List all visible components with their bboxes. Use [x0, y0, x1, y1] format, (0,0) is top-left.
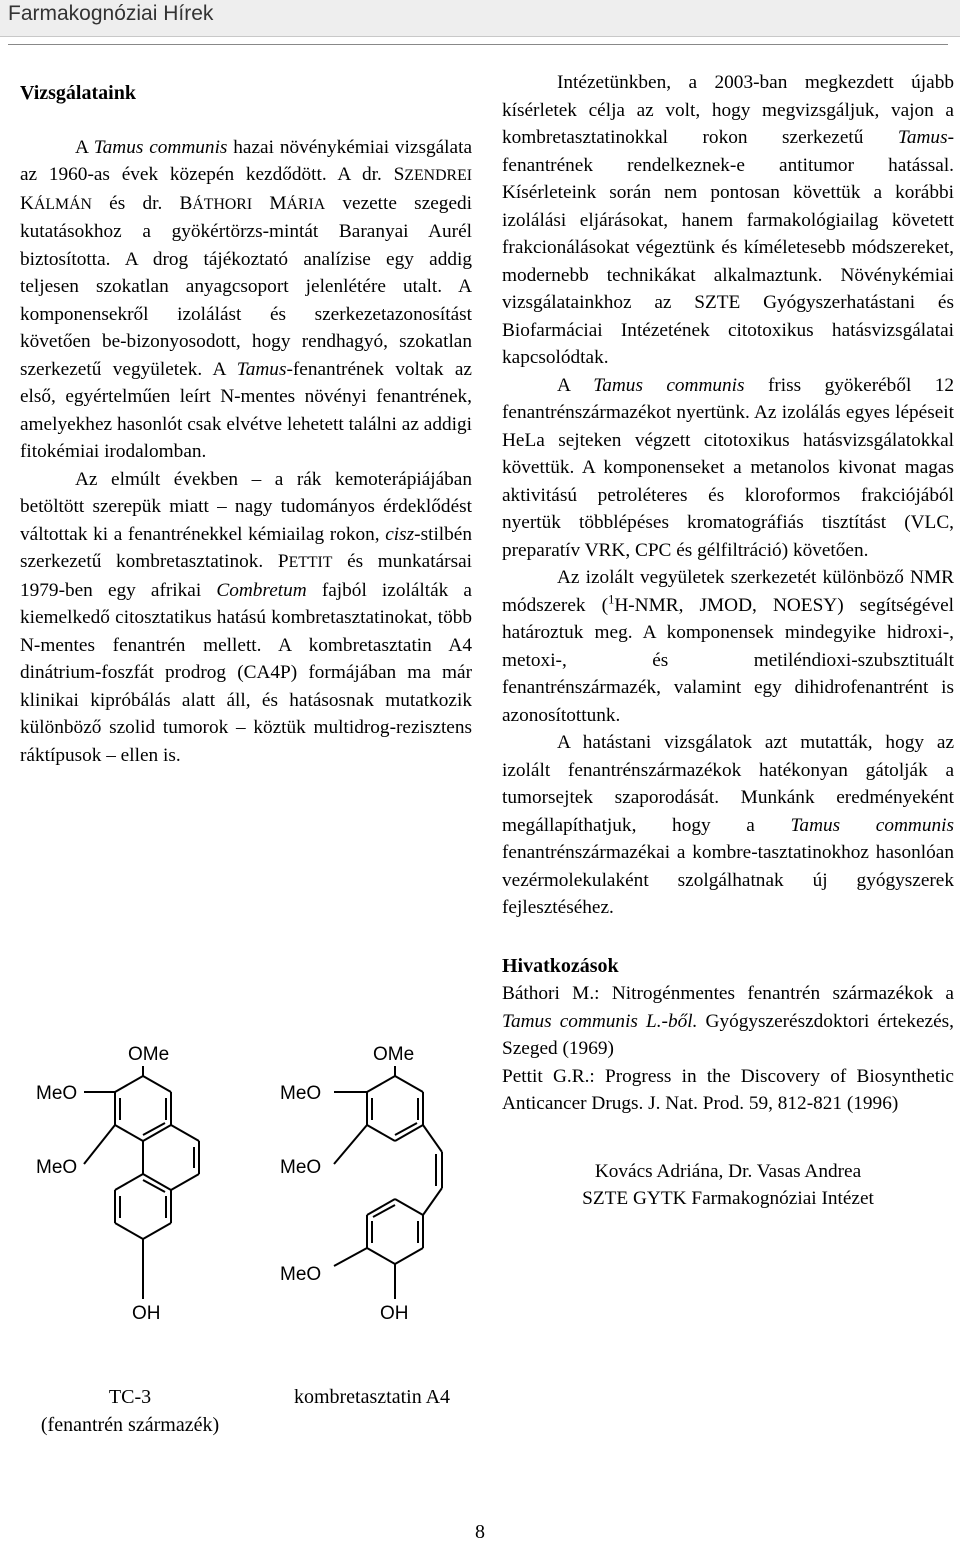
section-title-vizsgalataink: Vizsgálataink — [20, 82, 136, 104]
author-names: Kovács Adriána, Dr. Vasas Andrea — [594, 1160, 862, 1182]
ca4-label-oh: OH — [380, 1303, 409, 1324]
ca4-caption: kombretasztatin A4 — [293, 1386, 451, 1408]
right-paragraph-4: A hatástani vizsgálatok azt mutatták, hogy az izolált fenantrénszármazékok hatékonyan gátolják a tumorsejtek szaporodását. Munkánk eredményeként megállapíthatjuk, hogy a Tamus communis fenantrénszármazékai a kombre-tasztatinokhoz hasonlóan vezérmolekulaként szolgálhatnak új gyógyszerek fejlesztéséhez. — [502, 732, 954, 918]
ca4-label-meo-1: MeO — [280, 1083, 322, 1104]
reference-1: Báthori M.: Nitrogénmentes fenantrén származékok a Tamus communis L.-ből. Gyógyszerészdoktori értekezés, Szeged (1969) — [502, 983, 954, 1059]
ca4-label-meo-2: MeO — [280, 1157, 322, 1178]
references-title: Hivatkozások — [502, 954, 619, 977]
tc3-label-meo-2: MeO — [36, 1157, 78, 1178]
author-block — [502, 1158, 954, 1213]
right-paragraph-2: A Tamus communis friss gyökeréből 12 fenantrénszármazékot nyertünk. Az izolálás egyes lépéseit HeLa sejteken végzett citotoxikus hatásvizsgálatokkal követtük. A komponenseket a metanolos kivonat magas aktivitású petroléteres és kloroformos frakciójából nyertük többlépéses kromatográfiás tisztítást (VLC, preparatív VRK, CPC és gélfiltráció) követően. — [502, 374, 955, 561]
ca4-label-ome-top: OMe — [373, 1044, 415, 1065]
tc3-caption-name: TC-3 — [108, 1386, 152, 1408]
header-rule — [8, 44, 948, 45]
left-paragraph-2: Az elmúlt években – a rák kemoterápiájában betöltött szerepük miatt – nagy tudományos érdeklődést váltottak ki a fenantrénekkel kémiailag rokon, cisz-stilbén szerkezetű kombretasztatinok. PETTIT és munkatársai 1979-ben egy afrikai Combretum fajból izolálták a kiemelkedő citosztatikus hatású kombretasztatinokat, több N-mentes fenantrén mellett. A kombretasztatin A4 dinátrium-foszfát prodrog (CA4P) formájában ma már klinikai kipróbálás alatt áll, és hatásosnak mutatkozik különböző szolid tumorok – köztük multidrog-rezisztens ráktípusok – ellen is. — [20, 468, 472, 766]
tc3-label-meo-1: MeO — [36, 1083, 78, 1104]
tc3-caption — [10, 1383, 250, 1439]
left-paragraph-1: A Tamus communis hazai növénykémiai vizsgálata az 1960-as évek közepén kezdődött. A dr. SZENDREI KÁLMÁN és dr. BÁTHORI MÁRIA vezette szegedi kutatásokhoz a gyökértörzs-mintát Baranyai Aurél biztosította. A drog tájékoztató analízise egy addig teljesen szokatlan anyagcsoport jelenlétére utalt. A komponensekről izolálást és szerkezetazonosítást követően be-bizonyosodott, hogy rendhagyó, szokatlan szerkezetű vegyületek. A Tamus-fenantrének voltak az első, egyértelműen leírt N-mentes növényi fenantrének, amelyekhez hasonlót csak elvétve lehetett találni az addigi fitokémiai irodalomban. — [20, 136, 473, 462]
structure-tc3 — [20, 1040, 260, 1340]
tc3-label-oh: OH — [132, 1303, 161, 1324]
right-paragraph-1: Intézetünkben, a 2003-ban megkezdett újabb kísérletek célja az volt, hogy megvizsgáljuk, vajon a kombretasztatinokkal rokon szerkezetű Tamus-fenantrének rendelkeznek-e antitumor hatással. Kísérleteink során nem pontosan követtük a korábbi izolálási eljárásokat, hanem farmakológiailag követett frakcionálásokat végeztünk és kíméletesebb módszereket, modernebb technikákat alkalmaztunk. Növénykémiai vizsgálatainkhoz az SZTE Gyógyszerhatástani és Biofarmáciai Intézetének citotoxikus hatásvizsgálatai kapcsolódtak. — [502, 72, 954, 368]
tc3-caption-desc: (fenantrén származék) — [40, 1414, 220, 1436]
structure-combretastatin-a4 — [268, 1040, 488, 1340]
right-column — [502, 69, 954, 1213]
tc3-label-ome-top: OMe — [128, 1044, 170, 1065]
author-affiliation: SZTE GYTK Farmakognóziai Intézet — [582, 1188, 874, 1209]
page-header — [0, 0, 960, 37]
left-column — [20, 80, 472, 769]
reference-2: Pettit G.R.: Progress in the Discovery of Biosynthetic Anticancer Drugs. J. Nat. Prod. 59, 812-821 (1996) — [502, 1065, 954, 1114]
references — [502, 953, 954, 1118]
right-paragraph-3: Az izolált vegyületek szerkezetét különböző NMR módszerek ($^1$H-NMR, JMOD, NOESY) segítségével határoztuk meg. A komponensek mindegyike hidroxi-, metoxi-, és metiléndioxi-szubsztituált fenantrénszármazék, valamint egy dihidrofenantrént is azonosítottunk. — [502, 567, 954, 726]
ca4-label-meo-3: MeO — [280, 1264, 322, 1285]
page-number: 8 — [475, 1521, 485, 1543]
header-title: Farmakognóziai Hírek — [8, 2, 214, 25]
